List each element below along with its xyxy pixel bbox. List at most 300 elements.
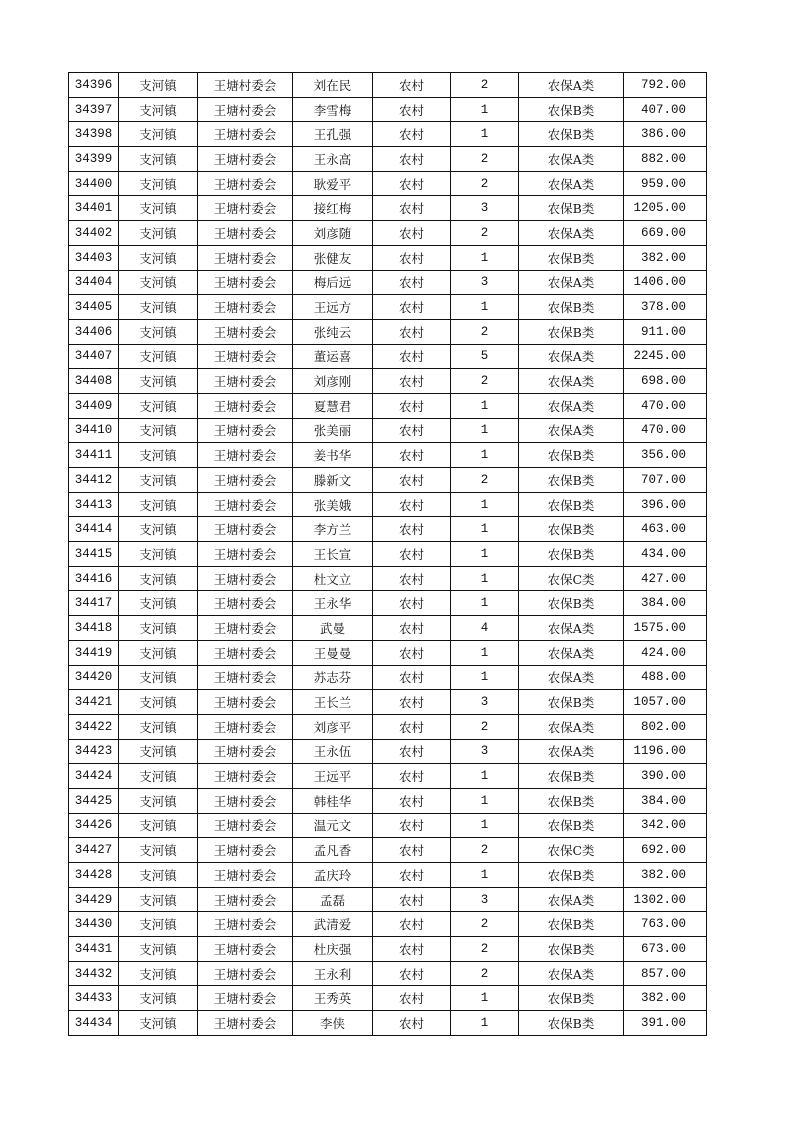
cell-person-name: 李雪梅	[293, 97, 373, 122]
cell-village-committee: 王塘村委会	[198, 122, 293, 147]
cell-member-count: 3	[451, 196, 519, 221]
cell-person-name: 王永利	[293, 961, 373, 986]
cell-household-type: 农村	[373, 690, 451, 715]
cell-record-id: 34426	[69, 813, 119, 838]
cell-insurance-category: 农保A类	[519, 418, 624, 443]
cell-insurance-category: 农保B类	[519, 97, 624, 122]
cell-member-count: 1	[451, 245, 519, 270]
cell-village-committee: 王塘村委会	[198, 1011, 293, 1036]
cell-household-type: 农村	[373, 245, 451, 270]
cell-household-type: 农村	[373, 196, 451, 221]
cell-person-name: 王长兰	[293, 690, 373, 715]
cell-village-committee: 王塘村委会	[198, 221, 293, 246]
cell-village-committee: 王塘村委会	[198, 912, 293, 937]
cell-insurance-category: 农保B类	[519, 122, 624, 147]
cell-amount: 1196.00	[624, 739, 707, 764]
cell-record-id: 34412	[69, 468, 119, 493]
cell-village-committee: 王塘村委会	[198, 542, 293, 567]
cell-household-type: 农村	[373, 813, 451, 838]
cell-amount: 857.00	[624, 961, 707, 986]
table-row	[69, 863, 707, 888]
table-row	[69, 937, 707, 962]
table-row	[69, 171, 707, 196]
cell-village-committee: 王塘村委会	[198, 986, 293, 1011]
cell-person-name: 孟庆玲	[293, 863, 373, 888]
cell-insurance-category: 农保B类	[519, 517, 624, 542]
table-row	[69, 887, 707, 912]
subsidy-table	[68, 72, 707, 1036]
cell-record-id: 34429	[69, 887, 119, 912]
cell-town: 支河镇	[119, 813, 198, 838]
cell-household-type: 农村	[373, 764, 451, 789]
table-row	[69, 566, 707, 591]
cell-village-committee: 王塘村委会	[198, 937, 293, 962]
cell-member-count: 5	[451, 344, 519, 369]
cell-village-committee: 王塘村委会	[198, 566, 293, 591]
cell-amount: 378.00	[624, 295, 707, 320]
cell-amount: 802.00	[624, 714, 707, 739]
cell-insurance-category: 农保B类	[519, 986, 624, 1011]
cell-village-committee: 王塘村委会	[198, 245, 293, 270]
table-row	[69, 912, 707, 937]
table-row	[69, 542, 707, 567]
cell-person-name: 刘在民	[293, 73, 373, 98]
cell-amount: 356.00	[624, 443, 707, 468]
cell-person-name: 杜文立	[293, 566, 373, 591]
cell-village-committee: 王塘村委会	[198, 739, 293, 764]
cell-record-id: 34411	[69, 443, 119, 468]
cell-household-type: 农村	[373, 714, 451, 739]
cell-member-count: 2	[451, 468, 519, 493]
table-row	[69, 369, 707, 394]
cell-member-count: 4	[451, 616, 519, 641]
table-row	[69, 73, 707, 98]
cell-household-type: 农村	[373, 319, 451, 344]
cell-person-name: 武清爱	[293, 912, 373, 937]
cell-town: 支河镇	[119, 492, 198, 517]
cell-insurance-category: 农保A类	[519, 344, 624, 369]
cell-household-type: 农村	[373, 147, 451, 172]
cell-village-committee: 王塘村委会	[198, 640, 293, 665]
cell-village-committee: 王塘村委会	[198, 788, 293, 813]
cell-insurance-category: 农保B类	[519, 245, 624, 270]
cell-record-id: 34416	[69, 566, 119, 591]
cell-person-name: 李方兰	[293, 517, 373, 542]
cell-member-count: 1	[451, 542, 519, 567]
cell-record-id: 34420	[69, 665, 119, 690]
cell-village-committee: 王塘村委会	[198, 665, 293, 690]
cell-village-committee: 王塘村委会	[198, 369, 293, 394]
cell-member-count: 1	[451, 640, 519, 665]
cell-town: 支河镇	[119, 97, 198, 122]
cell-member-count: 1	[451, 517, 519, 542]
cell-insurance-category: 农保A类	[519, 73, 624, 98]
cell-person-name: 李侠	[293, 1011, 373, 1036]
table-row	[69, 221, 707, 246]
cell-member-count: 1	[451, 986, 519, 1011]
cell-record-id: 34409	[69, 393, 119, 418]
cell-household-type: 农村	[373, 863, 451, 888]
cell-town: 支河镇	[119, 344, 198, 369]
cell-insurance-category: 农保A类	[519, 221, 624, 246]
table-row	[69, 147, 707, 172]
cell-person-name: 王孔强	[293, 122, 373, 147]
cell-insurance-category: 农保A类	[519, 270, 624, 295]
cell-record-id: 34399	[69, 147, 119, 172]
cell-village-committee: 王塘村委会	[198, 517, 293, 542]
cell-person-name: 刘彦随	[293, 221, 373, 246]
cell-insurance-category: 农保B类	[519, 319, 624, 344]
cell-person-name: 姜书华	[293, 443, 373, 468]
cell-person-name: 王秀英	[293, 986, 373, 1011]
cell-town: 支河镇	[119, 986, 198, 1011]
table-row	[69, 344, 707, 369]
table-row	[69, 468, 707, 493]
cell-person-name: 刘彦刚	[293, 369, 373, 394]
cell-town: 支河镇	[119, 443, 198, 468]
cell-village-committee: 王塘村委会	[198, 616, 293, 641]
cell-member-count: 1	[451, 492, 519, 517]
cell-town: 支河镇	[119, 838, 198, 863]
cell-household-type: 农村	[373, 788, 451, 813]
table-row	[69, 986, 707, 1011]
cell-member-count: 1	[451, 393, 519, 418]
cell-town: 支河镇	[119, 122, 198, 147]
cell-insurance-category: 农保B类	[519, 863, 624, 888]
cell-household-type: 农村	[373, 640, 451, 665]
cell-insurance-category: 农保B类	[519, 295, 624, 320]
cell-amount: 427.00	[624, 566, 707, 591]
table-row	[69, 122, 707, 147]
cell-person-name: 孟凡香	[293, 838, 373, 863]
cell-record-id: 34397	[69, 97, 119, 122]
cell-household-type: 农村	[373, 986, 451, 1011]
cell-amount: 488.00	[624, 665, 707, 690]
cell-record-id: 34418	[69, 616, 119, 641]
cell-amount: 391.00	[624, 1011, 707, 1036]
cell-member-count: 1	[451, 788, 519, 813]
cell-household-type: 农村	[373, 468, 451, 493]
cell-town: 支河镇	[119, 887, 198, 912]
cell-person-name: 温元文	[293, 813, 373, 838]
cell-amount: 1406.00	[624, 270, 707, 295]
cell-insurance-category: 农保A类	[519, 369, 624, 394]
cell-village-committee: 王塘村委会	[198, 468, 293, 493]
cell-village-committee: 王塘村委会	[198, 961, 293, 986]
cell-household-type: 农村	[373, 739, 451, 764]
cell-person-name: 杜庆强	[293, 937, 373, 962]
cell-insurance-category: 农保A类	[519, 739, 624, 764]
table-row	[69, 714, 707, 739]
cell-person-name: 王长宣	[293, 542, 373, 567]
cell-member-count: 2	[451, 937, 519, 962]
cell-village-committee: 王塘村委会	[198, 393, 293, 418]
cell-village-committee: 王塘村委会	[198, 863, 293, 888]
cell-amount: 434.00	[624, 542, 707, 567]
cell-amount: 792.00	[624, 73, 707, 98]
cell-member-count: 2	[451, 838, 519, 863]
cell-person-name: 王曼曼	[293, 640, 373, 665]
cell-town: 支河镇	[119, 764, 198, 789]
cell-record-id: 34430	[69, 912, 119, 937]
cell-record-id: 34422	[69, 714, 119, 739]
cell-person-name: 武曼	[293, 616, 373, 641]
cell-record-id: 34433	[69, 986, 119, 1011]
cell-village-committee: 王塘村委会	[198, 813, 293, 838]
cell-village-committee: 王塘村委会	[198, 443, 293, 468]
cell-town: 支河镇	[119, 912, 198, 937]
table-row	[69, 591, 707, 616]
cell-insurance-category: 农保A类	[519, 616, 624, 641]
cell-village-committee: 王塘村委会	[198, 97, 293, 122]
table-row	[69, 764, 707, 789]
cell-amount: 763.00	[624, 912, 707, 937]
table-body	[69, 73, 707, 1036]
cell-member-count: 2	[451, 221, 519, 246]
cell-member-count: 1	[451, 566, 519, 591]
cell-village-committee: 王塘村委会	[198, 196, 293, 221]
cell-member-count: 1	[451, 295, 519, 320]
cell-amount: 707.00	[624, 468, 707, 493]
cell-household-type: 农村	[373, 838, 451, 863]
cell-record-id: 34398	[69, 122, 119, 147]
cell-village-committee: 王塘村委会	[198, 887, 293, 912]
cell-insurance-category: 农保A类	[519, 665, 624, 690]
cell-member-count: 2	[451, 369, 519, 394]
cell-member-count: 1	[451, 813, 519, 838]
cell-town: 支河镇	[119, 690, 198, 715]
cell-record-id: 34396	[69, 73, 119, 98]
cell-household-type: 农村	[373, 912, 451, 937]
cell-insurance-category: 农保A类	[519, 393, 624, 418]
cell-insurance-category: 农保A类	[519, 640, 624, 665]
cell-person-name: 王远方	[293, 295, 373, 320]
cell-member-count: 3	[451, 690, 519, 715]
cell-amount: 390.00	[624, 764, 707, 789]
cell-village-committee: 王塘村委会	[198, 838, 293, 863]
cell-person-name: 张美丽	[293, 418, 373, 443]
cell-household-type: 农村	[373, 616, 451, 641]
cell-insurance-category: 农保A类	[519, 171, 624, 196]
cell-amount: 911.00	[624, 319, 707, 344]
cell-town: 支河镇	[119, 616, 198, 641]
cell-record-id: 34404	[69, 270, 119, 295]
cell-amount: 386.00	[624, 122, 707, 147]
table-row	[69, 517, 707, 542]
cell-household-type: 农村	[373, 1011, 451, 1036]
cell-member-count: 2	[451, 961, 519, 986]
cell-record-id: 34403	[69, 245, 119, 270]
cell-insurance-category: 农保B类	[519, 492, 624, 517]
cell-household-type: 农村	[373, 344, 451, 369]
table-row	[69, 245, 707, 270]
cell-record-id: 34414	[69, 517, 119, 542]
table-row	[69, 418, 707, 443]
cell-town: 支河镇	[119, 665, 198, 690]
table-row	[69, 295, 707, 320]
cell-insurance-category: 农保B类	[519, 764, 624, 789]
cell-insurance-category: 农保A类	[519, 714, 624, 739]
cell-record-id: 34406	[69, 319, 119, 344]
cell-person-name: 梅后远	[293, 270, 373, 295]
cell-member-count: 2	[451, 319, 519, 344]
cell-insurance-category: 农保B类	[519, 937, 624, 962]
cell-town: 支河镇	[119, 1011, 198, 1036]
cell-amount: 463.00	[624, 517, 707, 542]
cell-town: 支河镇	[119, 937, 198, 962]
cell-town: 支河镇	[119, 542, 198, 567]
table-row	[69, 270, 707, 295]
cell-amount: 698.00	[624, 369, 707, 394]
cell-household-type: 农村	[373, 591, 451, 616]
cell-record-id: 34419	[69, 640, 119, 665]
cell-member-count: 2	[451, 912, 519, 937]
cell-household-type: 农村	[373, 393, 451, 418]
cell-record-id: 34427	[69, 838, 119, 863]
cell-member-count: 3	[451, 270, 519, 295]
cell-town: 支河镇	[119, 369, 198, 394]
cell-record-id: 34407	[69, 344, 119, 369]
cell-village-committee: 王塘村委会	[198, 764, 293, 789]
cell-record-id: 34410	[69, 418, 119, 443]
cell-record-id: 34425	[69, 788, 119, 813]
cell-member-count: 1	[451, 97, 519, 122]
cell-record-id: 34415	[69, 542, 119, 567]
table-row	[69, 443, 707, 468]
cell-person-name: 董运喜	[293, 344, 373, 369]
table-row	[69, 196, 707, 221]
cell-household-type: 农村	[373, 171, 451, 196]
table-row	[69, 788, 707, 813]
cell-household-type: 农村	[373, 97, 451, 122]
cell-insurance-category: 农保A类	[519, 887, 624, 912]
cell-town: 支河镇	[119, 147, 198, 172]
cell-person-name: 刘彦平	[293, 714, 373, 739]
cell-town: 支河镇	[119, 739, 198, 764]
cell-insurance-category: 农保B类	[519, 591, 624, 616]
cell-amount: 384.00	[624, 788, 707, 813]
cell-record-id: 34434	[69, 1011, 119, 1036]
cell-member-count: 3	[451, 887, 519, 912]
cell-record-id: 34401	[69, 196, 119, 221]
cell-person-name: 王永伍	[293, 739, 373, 764]
cell-town: 支河镇	[119, 221, 198, 246]
cell-village-committee: 王塘村委会	[198, 295, 293, 320]
cell-amount: 692.00	[624, 838, 707, 863]
cell-town: 支河镇	[119, 863, 198, 888]
cell-amount: 1575.00	[624, 616, 707, 641]
cell-amount: 384.00	[624, 591, 707, 616]
cell-person-name: 王永华	[293, 591, 373, 616]
cell-village-committee: 王塘村委会	[198, 344, 293, 369]
cell-town: 支河镇	[119, 468, 198, 493]
cell-town: 支河镇	[119, 788, 198, 813]
cell-record-id: 34421	[69, 690, 119, 715]
cell-amount: 382.00	[624, 986, 707, 1011]
cell-member-count: 1	[451, 591, 519, 616]
cell-town: 支河镇	[119, 517, 198, 542]
cell-member-count: 2	[451, 73, 519, 98]
cell-person-name: 耿爱平	[293, 171, 373, 196]
cell-household-type: 农村	[373, 270, 451, 295]
cell-record-id: 34413	[69, 492, 119, 517]
cell-record-id: 34405	[69, 295, 119, 320]
cell-town: 支河镇	[119, 270, 198, 295]
table-row	[69, 813, 707, 838]
cell-member-count: 2	[451, 171, 519, 196]
cell-village-committee: 王塘村委会	[198, 319, 293, 344]
cell-town: 支河镇	[119, 245, 198, 270]
cell-town: 支河镇	[119, 196, 198, 221]
cell-member-count: 1	[451, 122, 519, 147]
cell-amount: 382.00	[624, 245, 707, 270]
cell-record-id: 34431	[69, 937, 119, 962]
cell-person-name: 韩桂华	[293, 788, 373, 813]
cell-amount: 2245.00	[624, 344, 707, 369]
cell-insurance-category: 农保B类	[519, 196, 624, 221]
cell-town: 支河镇	[119, 319, 198, 344]
cell-insurance-category: 农保C类	[519, 838, 624, 863]
cell-member-count: 3	[451, 739, 519, 764]
cell-amount: 669.00	[624, 221, 707, 246]
cell-town: 支河镇	[119, 961, 198, 986]
cell-household-type: 农村	[373, 492, 451, 517]
cell-member-count: 2	[451, 147, 519, 172]
cell-amount: 382.00	[624, 863, 707, 888]
cell-amount: 470.00	[624, 393, 707, 418]
cell-insurance-category: 农保B类	[519, 468, 624, 493]
cell-person-name: 孟磊	[293, 887, 373, 912]
cell-town: 支河镇	[119, 591, 198, 616]
table-row	[69, 690, 707, 715]
cell-household-type: 农村	[373, 221, 451, 246]
cell-village-committee: 王塘村委会	[198, 690, 293, 715]
cell-household-type: 农村	[373, 295, 451, 320]
cell-village-committee: 王塘村委会	[198, 418, 293, 443]
table-row	[69, 961, 707, 986]
cell-town: 支河镇	[119, 295, 198, 320]
cell-household-type: 农村	[373, 73, 451, 98]
cell-insurance-category: 农保B类	[519, 912, 624, 937]
cell-record-id: 34402	[69, 221, 119, 246]
cell-record-id: 34424	[69, 764, 119, 789]
cell-insurance-category: 农保C类	[519, 566, 624, 591]
cell-village-committee: 王塘村委会	[198, 714, 293, 739]
cell-member-count: 1	[451, 665, 519, 690]
cell-household-type: 农村	[373, 887, 451, 912]
cell-amount: 673.00	[624, 937, 707, 962]
cell-amount: 342.00	[624, 813, 707, 838]
cell-amount: 959.00	[624, 171, 707, 196]
table-row	[69, 97, 707, 122]
cell-record-id: 34400	[69, 171, 119, 196]
cell-household-type: 农村	[373, 418, 451, 443]
table-row	[69, 319, 707, 344]
cell-village-committee: 王塘村委会	[198, 492, 293, 517]
cell-person-name: 接红梅	[293, 196, 373, 221]
cell-insurance-category: 农保B类	[519, 690, 624, 715]
table-row	[69, 665, 707, 690]
cell-household-type: 农村	[373, 566, 451, 591]
cell-person-name: 滕新文	[293, 468, 373, 493]
cell-insurance-category: 农保A类	[519, 961, 624, 986]
cell-person-name: 张健友	[293, 245, 373, 270]
cell-member-count: 2	[451, 714, 519, 739]
cell-record-id: 34417	[69, 591, 119, 616]
cell-household-type: 农村	[373, 542, 451, 567]
cell-amount: 470.00	[624, 418, 707, 443]
cell-household-type: 农村	[373, 665, 451, 690]
